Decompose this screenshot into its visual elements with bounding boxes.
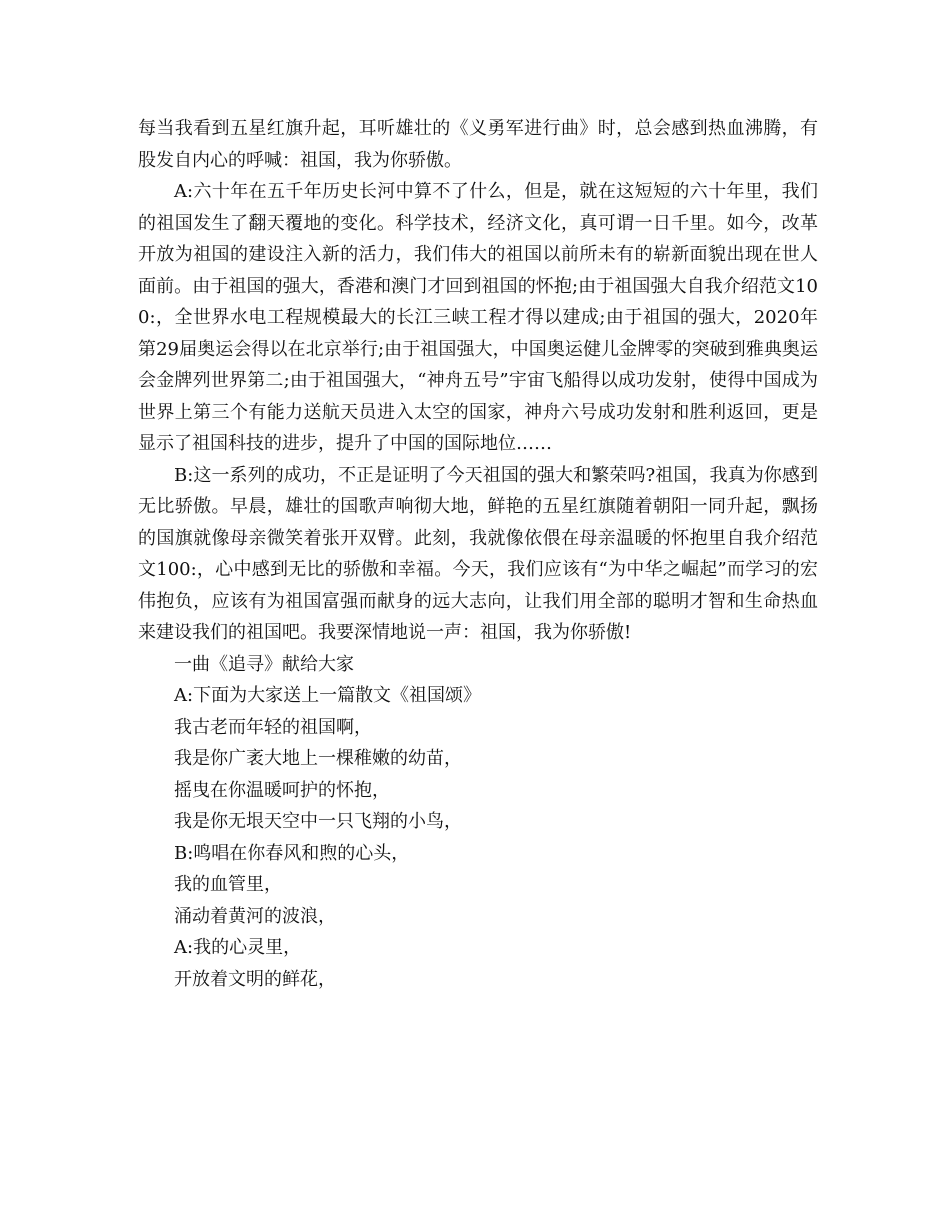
document-body <box>138 113 818 995</box>
poem-line: 我是你无垠天空中一只飞翔的小鸟， <box>174 811 462 832</box>
poem-line: 开放着文明的鲜花， <box>174 968 336 990</box>
paragraph-intro: 每当我看到五星红旗升起，耳听雄壮的《义勇军进行曲》时，总会感到热血沸腾，有股发自内心的呼喊：祖国，我为你骄傲。 <box>138 118 818 171</box>
poem-line: 我的血管里， <box>174 874 282 895</box>
poem-line: 涌动着黄河的波浪， <box>174 905 336 927</box>
poem-line: 摇曳在你温暖呵护的怀抱， <box>174 779 390 801</box>
text-line: A:下面为大家送上一篇散文《祖国颂》 <box>174 685 482 706</box>
paragraph-a-sixty-years: A:六十年在五千年历史长河中算不了什么，但是，就在这短短的六十年里，我们的祖国发生了翻天覆地的变化。科学技术，经济文化，真可谓一日千里。如今，改革开放为祖国的建设注入新的活力，我们伟大的祖国以前所未有的崭新面貌出现在世人面前。由于祖国的强大，香港和澳门才回到祖国的怀抱;由于祖国强大自我介绍范文100:，全世界水电工程规模最大的长江三峡工程才得以建成;由于祖国的强大，2020年第29届奥运会得以在北京举行;由于祖国强大，中国奥运健儿金牌零的突破到雅典奥运会金牌列世界第二;由于祖国强大，“神舟五号”宇宙飞船得以成功发射，使得中国成为世界上第三个有能力送航天员进入太空的国家，神舟六号成功发射和胜利返回，更是显示了祖国科技的进步，提升了中国的国际地位…… <box>138 181 818 454</box>
text-line: 一曲《追寻》献给大家 <box>174 653 354 675</box>
poem-line: B:鸣唱在你春风和煦的心头， <box>174 842 410 864</box>
poem-line: 我是你广袤大地上一棵稚嫩的幼苗， <box>174 748 462 769</box>
poem-line: 我古老而年轻的祖国啊， <box>174 716 372 738</box>
paragraph-b-proud: B:这一系列的成功，不正是证明了今天祖国的强大和繁荣吗?祖国，我真为你感到无比骄傲。早晨，雄壮的国歌声响彻大地，鲜艳的五星红旗随着朝阳一同升起，飘扬的国旗就像母亲微笑着张开双臂。此刻，我就像依偎在母亲温暖的怀抱里自我介绍范文100:，心中感到无比的骄傲和幸福。今天，我们应该有“为中华之崛起”而学习的宏伟抱负，应该有为祖国富强而献身的远大志向，让我们用全部的聪明才智和生命热血来建设我们的祖国吧。我要深情地说一声：祖国，我为你骄傲! <box>138 464 818 643</box>
poem-line: A:我的心灵里， <box>174 937 302 958</box>
